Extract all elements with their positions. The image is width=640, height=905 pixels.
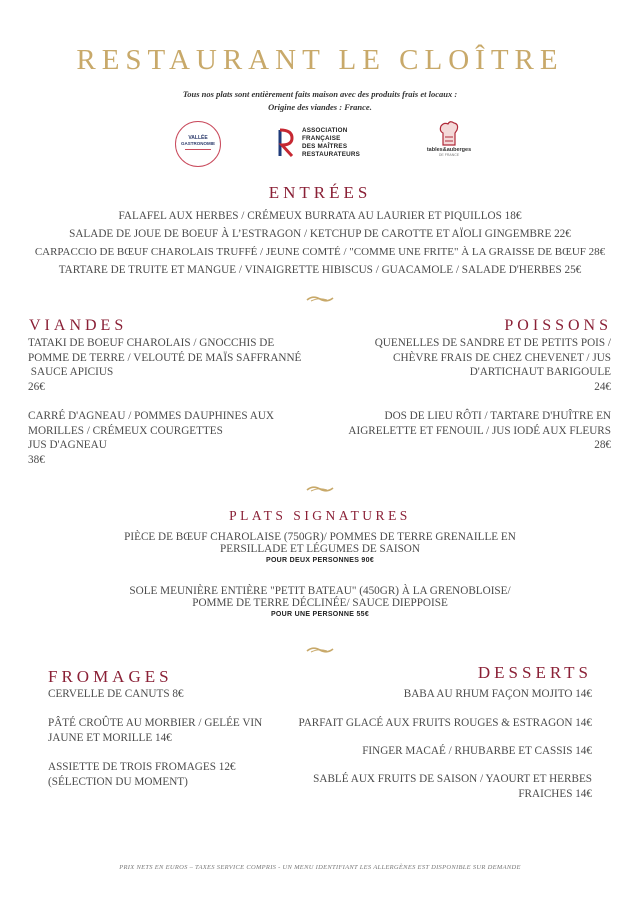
signature-item-2-line: POMME DE TERRE DÉCLINÉE/ SAUCE DIEPPOISE [192, 597, 448, 609]
viandes-item-2 [28, 409, 328, 467]
viandes-item-2-line: MORILLES / CRÉMEUX COURGETTES [28, 424, 223, 437]
fromages-item-2-line: PÂTÉ CROÛTE AU MORBIER / GELÉE VIN [48, 717, 263, 729]
poissons-item-2-line: AIGRELETTE ET FENOUIL / JUS IODÉ AUX FLEURS [348, 424, 611, 437]
tables-logo-line2: DE FRANCE [438, 153, 460, 157]
chef-hat-icon [438, 119, 460, 147]
page-title: RESTAURANT LE CLOÎTRE [76, 44, 564, 76]
ornament-divider-icon [305, 484, 335, 494]
desserts-item-3-line: FINGER MACAÉ / RHUBARBE ET CASSIS 14€ [362, 745, 592, 757]
desserts-item-1 [292, 687, 592, 702]
intro-line-2: Origine des viandes : France. [268, 102, 372, 112]
entree-item-4: TARTARE DE TRUITE ET MANGUE / VINAIGRETTE HIBISCUS / GUACAMOLE / SALADE D'HERBES 25€ [58, 264, 582, 276]
poissons-item-1-line: CHÈVRE FRAIS DE CHEZ CHEVENET / JUS [393, 351, 611, 364]
poissons-item-1-line: QUENELLES DE SANDRE ET DE PETITS POIS / [374, 337, 611, 349]
desserts-heading: DESSERTS [477, 663, 592, 682]
viandes-item-1-line: TATAKI DE BOEUF CHAROLAIS / GNOCCHIS DE [28, 337, 275, 349]
poissons-heading: POISSONS [504, 317, 612, 334]
vallee-logo-line2: GASTRONOMIE [180, 141, 215, 146]
signature-item-1-line: PIÈCE DE BŒUF CHAROLAISE (750GR)/ POMMES DE TERRE GRENAILLE EN [124, 531, 516, 543]
fromages-item-3-line: (SÉLECTION DU MOMENT) [48, 775, 188, 788]
footer-note: PRIX NETS EN EUROS – TAXES SERVICE COMPRIS - UN MENU IDENTIFIANT LES ALLERGÈNES EST DISPONIBLE SUR DEMANDE [119, 864, 521, 871]
poissons-item-1-price: 24€ [594, 380, 611, 393]
poissons-item-2-price: 28€ [594, 439, 611, 451]
entrees-heading: ENTRÉES [268, 183, 372, 202]
signature-item-1 [0, 531, 640, 567]
viandes-heading: VIANDES [29, 317, 128, 334]
desserts-item-3 [292, 744, 592, 759]
tables-logo-line1: tables&auberges [426, 147, 472, 153]
maitres-restaurateurs-logo [276, 126, 386, 162]
vallee-logo-line1: VALLÉE [188, 135, 208, 141]
fromages-item-1 [48, 687, 308, 702]
maitres-r-emblem-icon [276, 126, 296, 160]
intro-line-1: Tous nos plats sont entièrement faits maison avec des produits frais et locaux : [182, 89, 458, 99]
poissons-item-2 [311, 409, 611, 453]
poissons-item-1-line: D'ARTICHAUT BARIGOULE [469, 366, 611, 378]
viandes-item-1-price: 26€ [28, 380, 45, 393]
fromages-item-2 [48, 716, 308, 745]
entree-item-3: CARPACCIO DE BŒUF CHAROLAIS TRUFFÉ / JEUNE COMTÉ / "COMME UNE FRITE" À LA GRAISSE DE BŒUF 28€ [34, 246, 606, 258]
ornament-divider-icon [305, 294, 335, 304]
viandes-item-1 [28, 336, 328, 394]
desserts-item-1-line: BABA AU RHUM FAÇON MOJITO 14€ [403, 688, 592, 700]
desserts-item-4 [292, 772, 592, 801]
maitres-logo-line3: DES MAÎTRES [302, 143, 348, 150]
signature-item-2-note: POUR UNE PERSONNE 55€ [270, 611, 370, 618]
maitres-logo-line2: FRANÇAISE [302, 135, 341, 142]
vallee-gastronomie-logo [175, 121, 221, 167]
poissons-item-1 [311, 336, 611, 394]
fromages-heading: FROMAGES [48, 667, 173, 686]
entree-item-2: SALADE DE JOUE DE BOEUF À L’ESTRAGON / KETCHUP DE CAROTTE ET AÏOLI GINGEMBRE 22€ [69, 228, 571, 240]
viandes-item-1-line: POMME DE TERRE / VELOUTÉ DE MAÏS SAFFRANNÉ [28, 351, 302, 364]
signature-item-2-line: SOLE MEUNIÈRE ENTIÈRE "PETIT BATEAU" (450GR) À LA GRENOBLOISE/ [129, 585, 511, 597]
viandes-item-2-line: CARRÉ D'AGNEAU / POMMES DAUPHINES AUX [28, 410, 274, 422]
fromages-item-3-line: ASSIETTE DE TROIS FROMAGES 12€ [48, 761, 236, 773]
viandes-item-1-line: SAUCE APICIUS [28, 366, 114, 378]
fromages-item-1-line: CERVELLE DE CANUTS 8€ [48, 688, 184, 700]
ornament-divider-icon [305, 645, 335, 655]
signature-item-1-note: POUR DEUX PERSONNES 90€ [265, 557, 375, 564]
fromages-item-2-line: JAUNE ET MORILLE 14€ [48, 731, 172, 744]
signatures-heading: PLATS SIGNATURES [229, 508, 411, 523]
desserts-item-4-line: FRAICHES 14€ [518, 787, 592, 800]
desserts-item-2 [292, 716, 592, 731]
entree-item-1: FALAFEL AUX HERBES / CRÉMEUX BURRATA AU LAURIER ET PIQUILLOS 18€ [118, 210, 522, 222]
fromages-item-3 [48, 760, 308, 789]
maitres-logo-line4: RESTAURATEURS [302, 151, 360, 158]
desserts-item-4-line: SABLÉ AUX FRUITS DE SAISON / YAOURT ET HERBES [313, 773, 592, 785]
viandes-item-2-price: 38€ [28, 453, 45, 466]
maitres-logo-line1: ASSOCIATION [302, 127, 348, 134]
tables-auberges-logo [424, 119, 474, 165]
signature-item-2 [0, 585, 640, 621]
signature-item-1-line: PERSILLADE ET LÉGUMES DE SAISON [220, 543, 420, 555]
desserts-item-2-line: PARFAIT GLACÉ AUX FRUITS ROUGES & ESTRAGON 14€ [298, 717, 592, 729]
poissons-item-2-line: DOS DE LIEU RÔTI / TARTARE D'HUÎTRE EN [384, 410, 611, 422]
viandes-item-2-line: JUS D'AGNEAU [28, 439, 107, 451]
